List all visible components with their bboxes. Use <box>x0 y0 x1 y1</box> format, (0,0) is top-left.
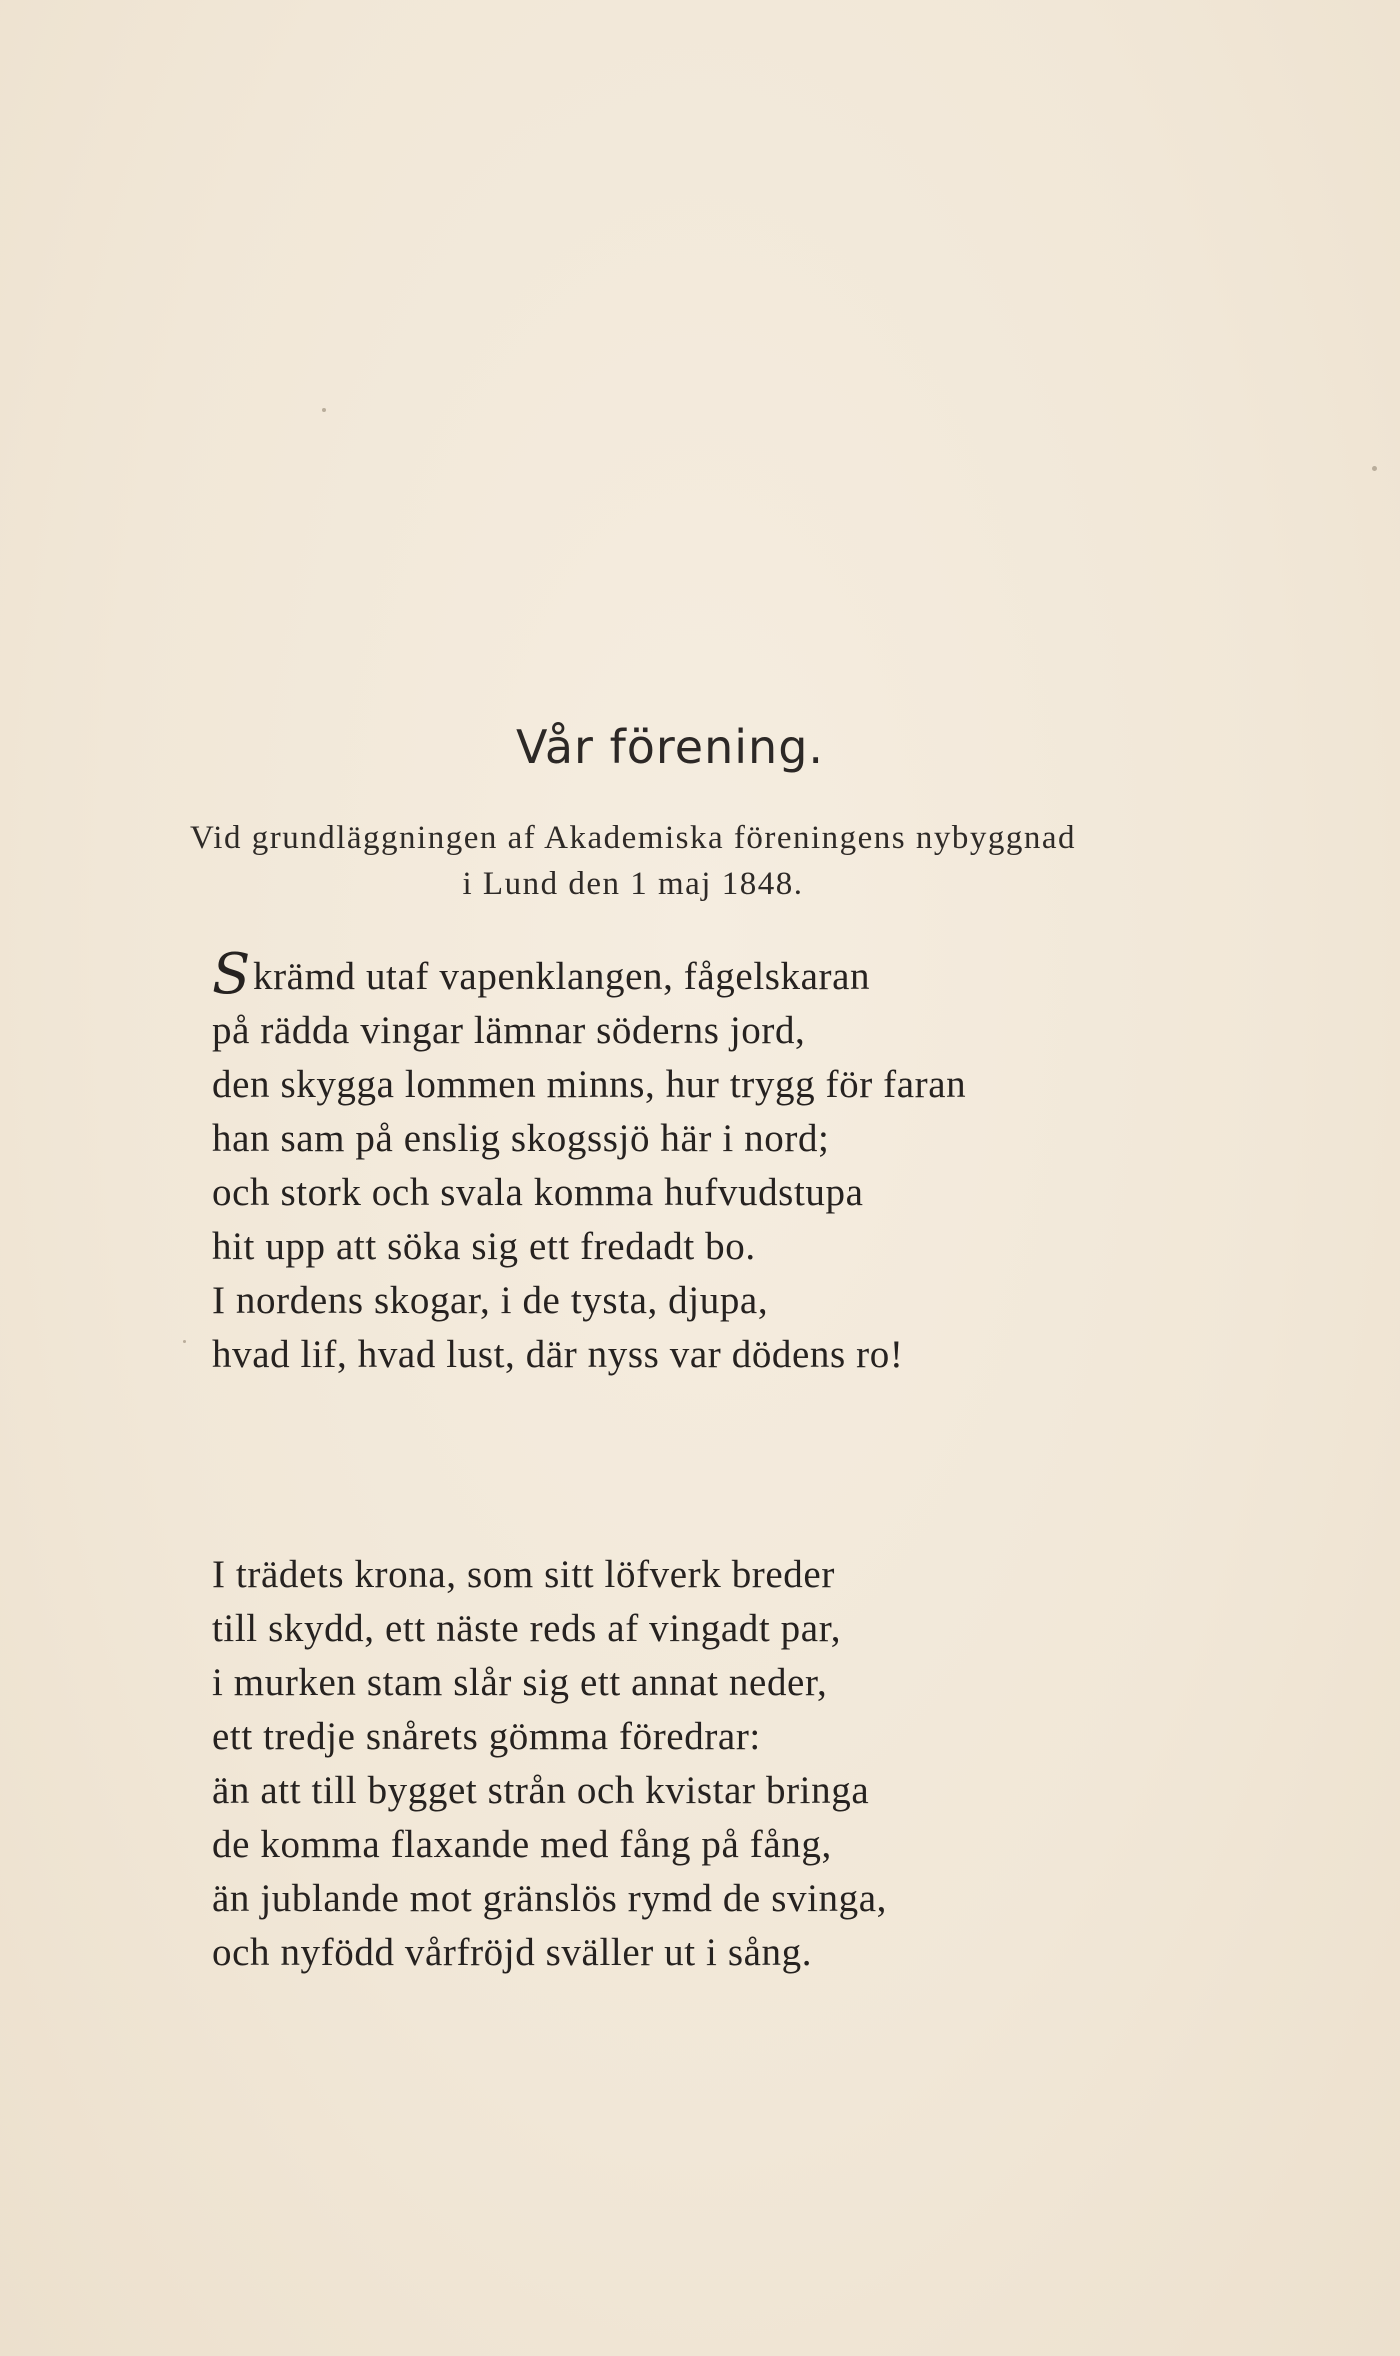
stanza-2 <box>212 1548 1212 1980</box>
stanza-line: I nordens skogar, i de tysta, djupa, <box>212 1279 769 1322</box>
stanza-line: och nyfödd vårfröjd sväller ut i sång. <box>212 1931 813 1974</box>
paper-speck <box>322 408 326 412</box>
stanza-1 <box>212 942 1212 1382</box>
stanza-line: I trädets krona, som sitt löfverk breder <box>212 1553 835 1596</box>
stanza-line: än jublande mot gränslös rymd de svinga, <box>212 1877 887 1920</box>
stanza-line: de komma flaxande med fång på fång, <box>212 1823 832 1866</box>
stanza-line: han sam på enslig skogssjö här i nord; <box>212 1117 830 1160</box>
first-line-text: krämd utaf vapenklangen, fågelskaran <box>252 955 871 998</box>
poem-subtitle <box>118 815 1148 907</box>
subtitle-line: Vid grundläggningen af Akademiska föreningens nybyggnad <box>189 820 1077 856</box>
paper-speck <box>183 1340 186 1343</box>
stanza-line: ett tredje snårets gömma föredrar: <box>212 1715 761 1758</box>
stanza-line: den skygga lommen minns, hur trygg för faran <box>212 1063 967 1106</box>
poem-title: Vår förening. <box>515 720 825 774</box>
drop-cap: S <box>212 942 251 1007</box>
stanza-line: och stork och svala komma hufvudstupa <box>212 1171 864 1214</box>
paper-speck <box>1372 466 1377 471</box>
stanza-line: än att till bygget strån och kvistar bringa <box>212 1769 870 1812</box>
stanza-line: i murken stam slår sig ett annat neder, <box>212 1661 828 1704</box>
stanza-line <box>212 942 1212 1007</box>
stanza-line: hvad lif, hvad lust, där nyss var dödens ro! <box>212 1333 904 1376</box>
subtitle-line: i Lund den 1 maj 1848. <box>462 866 804 902</box>
stanza-line: till skydd, ett näste reds af vingadt par, <box>212 1607 842 1650</box>
stanza-line: på rädda vingar lämnar söderns jord, <box>212 1009 806 1052</box>
stanza-line: hit upp att söka sig ett fredadt bo. <box>212 1225 756 1268</box>
